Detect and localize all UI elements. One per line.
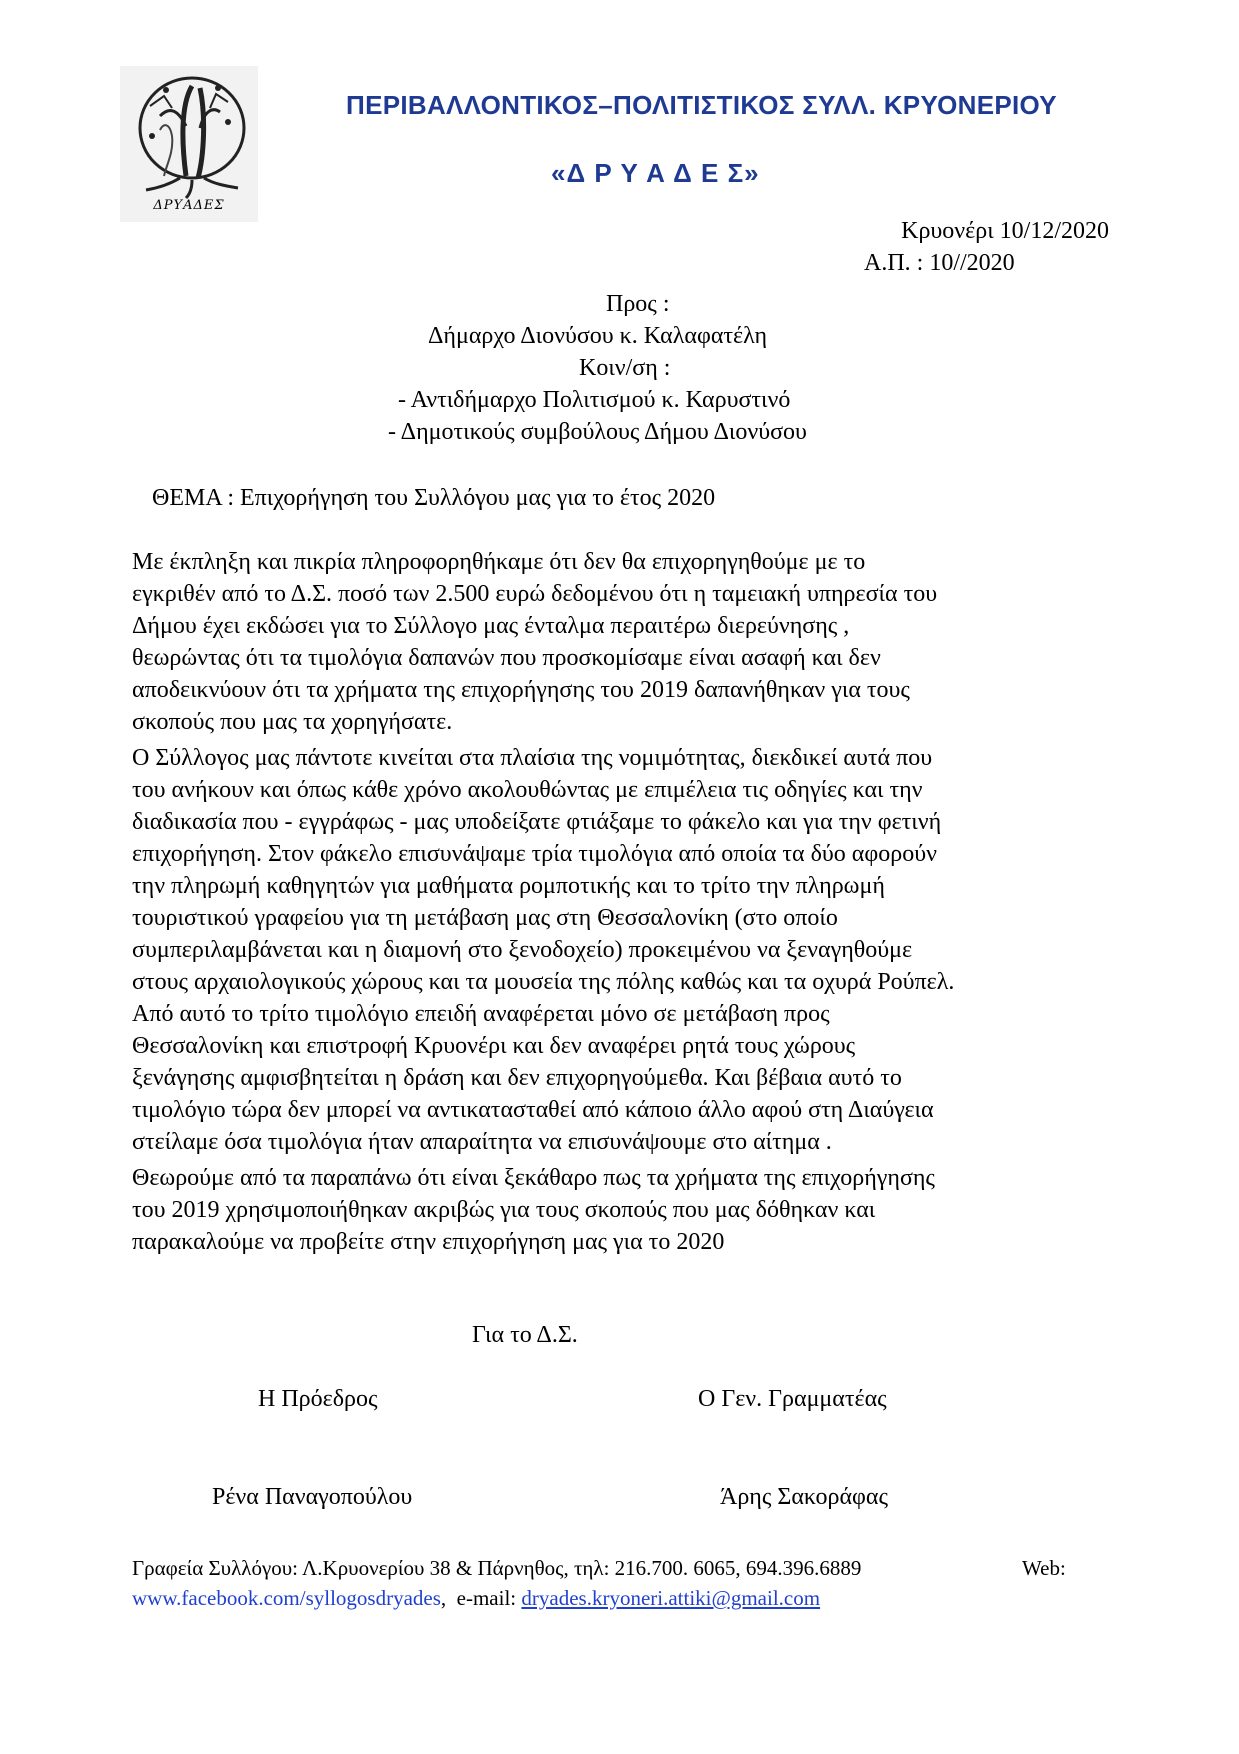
body-line: επιχορήγηση. Στον φάκελο επισυνάψαμε τρία τιμολόγια από οποία τα δύο αφορούν: [132, 841, 937, 867]
signature-name-president: Ρένα Παναγοπούλου: [212, 1484, 413, 1510]
body-line: Από αυτό το τρίτο τιμολόγιο επειδή αναφέρεται μόνο σε μετάβαση προς: [132, 1001, 830, 1027]
body-line: παρακαλούμε να προβείτε στην επιχορήγηση μας για το 2020: [132, 1229, 725, 1255]
recipient: Δήμαρχο Διονύσου κ. Καλαφατέλη: [428, 323, 768, 349]
body-line: τιμολόγιο τώρα δεν μπορεί να αντικατασταθεί από κάποιο άλλο αφού στη Διαύγεια: [132, 1097, 934, 1123]
body-line: αποδεικνύουν ότι τα χρήματα της επιχορήγησης του 2019 δαπανήθηκαν για τους: [132, 677, 910, 703]
body-line: σκοπούς που μας τα χορηγήσατε.: [132, 709, 453, 735]
body-line: τουριστικού γραφείου για τη μετάβαση μας στη Θεσσαλονίκη (στο οποίο: [132, 905, 838, 931]
logo-caption: ΔΡΥΑΔΕΣ: [153, 198, 225, 213]
footer-web-label: Web:: [1022, 1556, 1066, 1580]
email-label: , e-mail:: [440, 1586, 522, 1610]
body-line: συμπεριλαμβάνεται και η διαμονή στο ξενοδοχείο) προκειμένου να ξεναγηθούμε: [132, 937, 913, 963]
body-line: διαδικασία που - εγγράφως - μας υποδείξατε φτιάξαμε το φάκελο και για την φετινή: [132, 809, 942, 835]
body-line: ξενάγησης αμφισβητείται η δράση και δεν επιχορηγούμεθα. Και βέβαια αυτό το: [132, 1065, 902, 1091]
signature-name-secretary: Άρης Σακοράφας: [720, 1484, 888, 1510]
body-line: στείλαμε όσα τιμολόγια ήταν απαραίτητα να επισυνάψουμε στο αίτημα .: [132, 1129, 832, 1155]
body-line: Με έκπληξη και πικρία πληροφορηθήκαμε ότι δεν θα επιχορηγηθούμε με το: [132, 549, 866, 575]
footer-address: Γραφεία Συλλόγου: Λ.Κρυονερίου 38 & Πάρνηθος, τηλ: 216.700. 6065, 694.396.6889: [132, 1556, 862, 1580]
body-line: την πληρωμή καθηγητών για μαθήματα ρομποτικής και το τρίτο την πληρωμή: [132, 873, 885, 899]
email-link[interactable]: dryades.kryoneri.attiki@gmail.com: [521, 1586, 821, 1610]
organization-short-name: «Δ Ρ Υ Α Δ Ε Σ»: [551, 158, 760, 188]
cc-recipient: - Αντιδήμαρχο Πολιτισμού κ. Καρυστινό: [398, 387, 791, 413]
place-date: Κρυονέρι 10/12/2020: [901, 218, 1109, 244]
cc-recipient: - Δημοτικούς συμβούλους Δήμου Διονύσου: [388, 419, 807, 445]
body-line: εγκριθέν από το Δ.Σ. ποσό των 2.500 ευρώ δεδομένου ότι η ταμειακή υπηρεσία του: [132, 581, 938, 607]
footer-links: [132, 1586, 820, 1611]
facebook-link[interactable]: www.facebook.com/syllogosdryades: [132, 1586, 441, 1610]
protocol-number: Α.Π. : 10//2020: [864, 250, 1015, 276]
subject-line: ΘΕΜΑ : Επιχορήγηση του Συλλόγου μας για το έτος 2020: [152, 485, 716, 511]
recipient-label: Προς :: [606, 291, 670, 317]
organization-name: ΠΕΡΙΒΑΛΛΟΝΤΙΚΟΣ–ΠΟΛΙΤΙΣΤΙΚΟΣ ΣΥΛΛ. ΚΡΥΟΝΕΡΙΟΥ: [346, 90, 1057, 120]
signature-role-president: Η Πρόεδρος: [258, 1386, 378, 1412]
body-line: του 2019 χρησιμοποιήθηκαν ακριβώς για τους σκοπούς που μας δόθηκαν και: [132, 1197, 876, 1223]
body-line: του ανήκουν και όπως κάθε χρόνο ακολουθώντας με επιμέλεια τις οδηγίες και την: [132, 777, 923, 803]
signature-heading: Για το Δ.Σ.: [472, 1322, 578, 1348]
cc-label: Κοιν/ση :: [579, 355, 671, 381]
signature-role-secretary: Ο Γεν. Γραμματέας: [698, 1386, 887, 1412]
association-logo: [120, 66, 258, 222]
body-line: στους αρχαιολογικούς χώρους και τα μουσεία της πόλης καθώς και τα οχυρά Ρούπελ.: [132, 969, 955, 995]
body-line: Ο Σύλλογος μας πάντοτε κινείται στα πλαίσια της νομιμότητας, διεκδικεί αυτά που: [132, 745, 933, 771]
body-line: θεωρώντας ότι τα τιμολόγια δαπανών που προσκομίσαμε είναι ασαφή και δεν: [132, 645, 881, 671]
body-line: Δήμου έχει εκδώσει για το Σύλλογο μας ένταλμα περαιτέρω διερεύνησης ,: [132, 613, 850, 639]
body-line: Θεωρούμε από τα παραπάνω ότι είναι ξεκάθαρο πως τα χρήματα της επιχορήγησης: [132, 1165, 935, 1191]
body-line: Θεσσαλονίκη και επιστροφή Κρυονέρι και δεν αναφέρει ρητά τους χώρους: [132, 1033, 856, 1059]
